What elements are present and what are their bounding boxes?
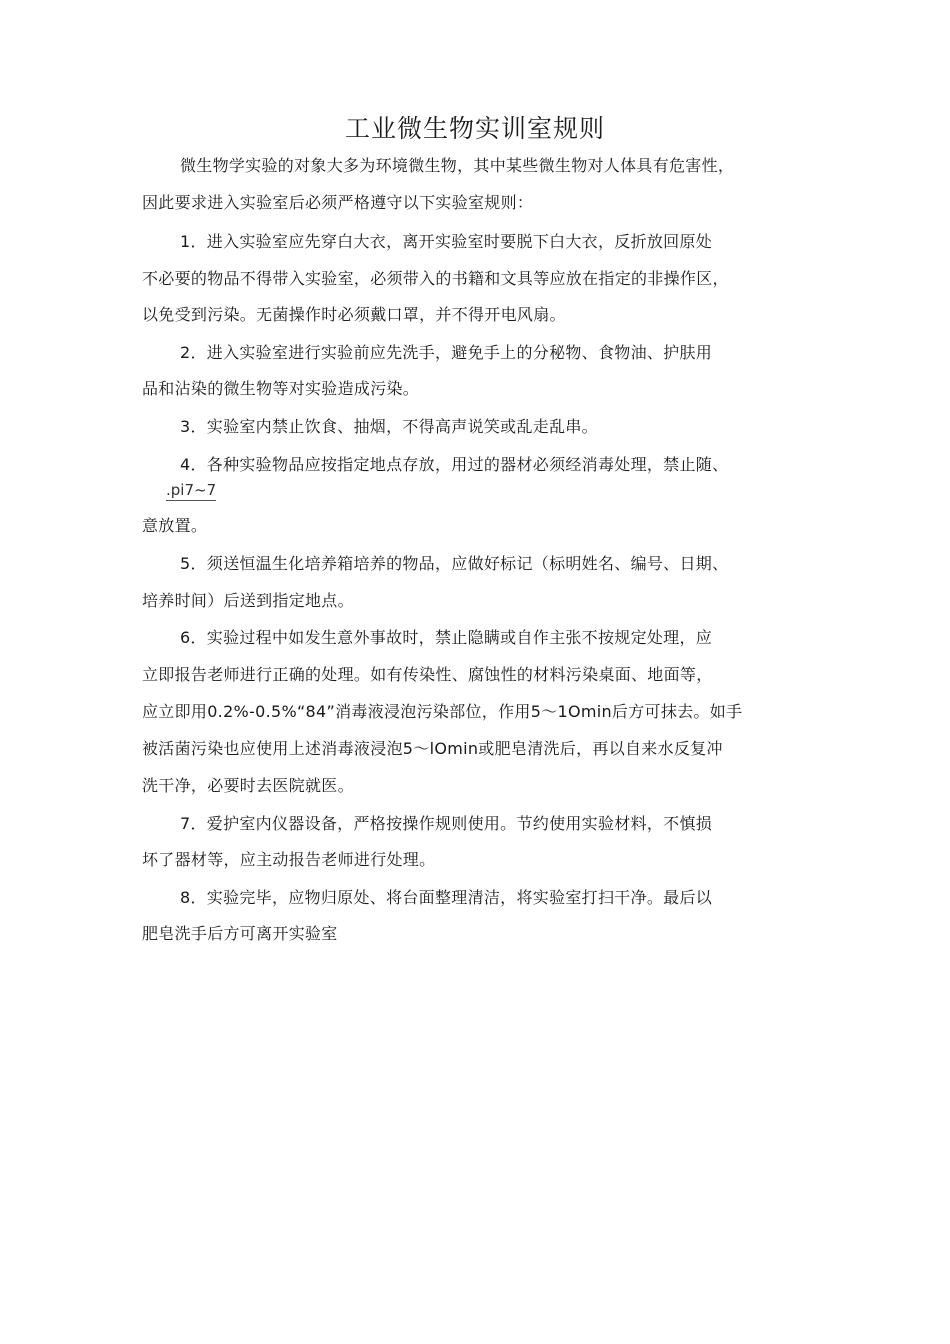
rule-4-line-2: 意放置。 <box>142 516 208 535</box>
rule-2-line-2: 品和沾染的微生物等对实验造成污染。 <box>142 379 420 398</box>
rule-3-line-1: 3．实验室内禁止饮食、抽烟，不得高声说笑或乱走乱串。 <box>180 417 598 436</box>
rule-5-line-1: 5．须送恒温生化培养箱培养的物品，应做好标记（标明姓名、编号、日期、 <box>180 554 729 573</box>
rule-7-line-2: 坏了器材等，应主动报告老师进行处理。 <box>142 850 436 869</box>
rule-1-line-3: 以免受到污染。无菌操作时必须戴口罩，并不得开电风扇。 <box>142 305 566 324</box>
rule-4-line-1: 4．各种实验物品应按指定地点存放，用过的器材必须经消毒处理，禁止随、 <box>180 455 729 474</box>
rule-8-line-1: 8．实验完毕，应物归原处、将台面整理清洁，将实验室打扫干净。最后以 <box>180 888 713 907</box>
rule-5-line-2: 培养时间）后送到指定地点。 <box>142 591 354 610</box>
handwritten-annotation: .pi7~7 <box>166 481 217 499</box>
rule-6-line-5: 洗干净，必要时去医院就医。 <box>142 776 354 795</box>
page-title: 工业微生物实训室规则 <box>344 114 605 143</box>
rule-8-line-2: 肥皂洗手后方可离开实验室 <box>142 924 338 943</box>
intro-line-2: 因此要求进入实验室后必须严格遵守以下实验室规则： <box>142 193 534 212</box>
rule-6-line-2: 立即报告老师进行正确的处理。如有传染性、腐蚀性的材料污染桌面、地面等， <box>142 665 713 684</box>
rule-6-line-1: 6．实验过程中如发生意外事故时，禁止隐瞒或自作主张不按规定处理，应 <box>180 628 713 647</box>
rule-6-line-3: 应立即用0.2%-0.5%“84”消毒液浸泡污染部位，作用5〜1Omin后方可抹去。如手 <box>142 702 743 721</box>
rule-1-line-1: 1．进入实验室应先穿白大衣，离开实验室时要脱下白大衣，反折放回原处 <box>180 232 713 251</box>
intro-line-1: 微生物学实验的对象大多为环境微生物，其中某些微生物对人体具有危害性， <box>180 156 735 175</box>
rule-7-line-1: 7．爱护室内仪器设备，严格按操作规则使用。节约使用实验材料，不慎损 <box>180 814 713 833</box>
rule-6-line-4: 被活菌污染也应使用上述消毒液浸泡5〜lOmin或肥皂清洗后，再以自来水反复冲 <box>142 739 723 758</box>
rule-1-line-2: 不必要的物品不得带入实验室，必须带入的书籍和文具等应放在指定的非操作区， <box>142 269 729 288</box>
rule-2-line-1: 2．进入实验室进行实验前应先洗手，避免手上的分秘物、食物油、护肤用 <box>180 343 713 362</box>
